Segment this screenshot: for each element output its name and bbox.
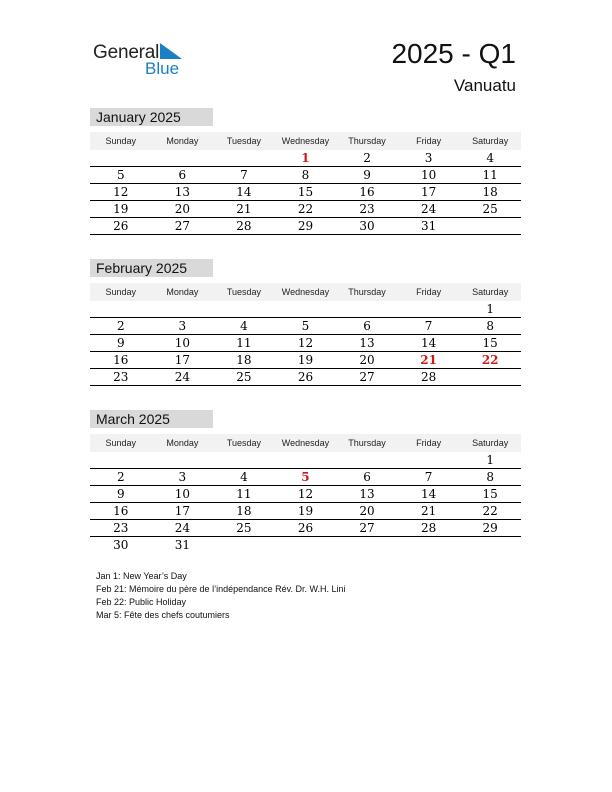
day-cell: 4 bbox=[459, 150, 521, 167]
day-cell: 21 bbox=[398, 503, 460, 520]
day-cell: 11 bbox=[213, 486, 275, 503]
day-cell: 9 bbox=[90, 335, 152, 352]
day-cell bbox=[152, 150, 214, 167]
holiday-notes bbox=[96, 570, 345, 622]
day-cell: 28 bbox=[398, 369, 460, 386]
week-row bbox=[90, 369, 521, 386]
day-cell: 8 bbox=[459, 318, 521, 335]
month-title: January 2025 bbox=[90, 108, 213, 126]
day-cell: 12 bbox=[275, 335, 337, 352]
day-cell bbox=[275, 537, 337, 554]
holiday-note: Jan 1: New Year’s Day bbox=[96, 571, 187, 581]
day-cell: 20 bbox=[336, 352, 398, 369]
month-march bbox=[90, 410, 521, 553]
day-cell: 7 bbox=[398, 469, 460, 486]
day-cell: 22 bbox=[275, 201, 337, 218]
day-cell bbox=[459, 537, 521, 554]
day-cell bbox=[398, 301, 460, 318]
weekday-header: Saturday bbox=[459, 283, 521, 301]
day-cell: 16 bbox=[90, 503, 152, 520]
day-cell: 22 bbox=[459, 503, 521, 520]
day-cell: 24 bbox=[152, 520, 214, 537]
day-cell: 27 bbox=[336, 520, 398, 537]
day-cell: 24 bbox=[152, 369, 214, 386]
day-cell: 2 bbox=[336, 150, 398, 167]
day-cell: 21 bbox=[213, 201, 275, 218]
logo-general-text: General bbox=[93, 42, 160, 63]
day-cell: 23 bbox=[90, 369, 152, 386]
day-cell: 5 bbox=[90, 167, 152, 184]
day-cell: 29 bbox=[459, 520, 521, 537]
day-cell: 3 bbox=[398, 150, 460, 167]
day-cell: 19 bbox=[275, 352, 337, 369]
day-cell: 21 bbox=[398, 352, 460, 369]
week-row bbox=[90, 503, 521, 520]
weekday-header: Monday bbox=[152, 283, 214, 301]
day-cell: 20 bbox=[152, 201, 214, 218]
day-cell bbox=[459, 218, 521, 235]
week-row bbox=[90, 520, 521, 537]
day-cell: 2 bbox=[90, 318, 152, 335]
day-cell: 16 bbox=[90, 352, 152, 369]
day-cell: 28 bbox=[213, 218, 275, 235]
day-cell bbox=[90, 452, 152, 469]
day-cell: 3 bbox=[152, 318, 214, 335]
day-cell: 15 bbox=[459, 486, 521, 503]
country-name: Vanuatu bbox=[453, 76, 516, 95]
day-cell: 18 bbox=[213, 503, 275, 520]
week-row bbox=[90, 150, 521, 167]
day-cell: 26 bbox=[275, 369, 337, 386]
weekday-header: Thursday bbox=[336, 283, 398, 301]
day-cell: 18 bbox=[213, 352, 275, 369]
day-cell: 24 bbox=[398, 201, 460, 218]
day-cell: 10 bbox=[152, 486, 214, 503]
week-row bbox=[90, 184, 521, 201]
day-cell: 13 bbox=[336, 486, 398, 503]
weekday-header: Tuesday bbox=[213, 434, 275, 452]
day-cell: 4 bbox=[213, 318, 275, 335]
day-cell: 27 bbox=[336, 369, 398, 386]
day-cell bbox=[459, 369, 521, 386]
day-cell: 4 bbox=[213, 469, 275, 486]
day-cell: 11 bbox=[459, 167, 521, 184]
day-cell bbox=[213, 537, 275, 554]
weekday-header: Wednesday bbox=[275, 434, 337, 452]
day-cell: 19 bbox=[90, 201, 152, 218]
calendar-grid bbox=[90, 132, 521, 235]
day-cell: 26 bbox=[90, 218, 152, 235]
week-row bbox=[90, 537, 521, 554]
day-cell: 5 bbox=[275, 318, 337, 335]
day-cell bbox=[152, 452, 214, 469]
week-row bbox=[90, 201, 521, 218]
holiday-note: Feb 22: Public Holiday bbox=[96, 597, 187, 607]
day-cell: 1 bbox=[459, 301, 521, 318]
brand-logo bbox=[93, 40, 193, 80]
day-cell: 14 bbox=[213, 184, 275, 201]
day-cell bbox=[90, 301, 152, 318]
day-cell: 13 bbox=[152, 184, 214, 201]
day-cell: 17 bbox=[152, 352, 214, 369]
day-cell: 3 bbox=[152, 469, 214, 486]
weekday-header: Tuesday bbox=[213, 283, 275, 301]
weekday-header: Wednesday bbox=[275, 132, 337, 150]
day-cell: 26 bbox=[275, 520, 337, 537]
day-cell bbox=[152, 301, 214, 318]
week-row bbox=[90, 452, 521, 469]
week-row bbox=[90, 318, 521, 335]
weekday-header: Monday bbox=[152, 434, 214, 452]
week-row bbox=[90, 486, 521, 503]
weekday-header: Monday bbox=[152, 132, 214, 150]
day-cell: 25 bbox=[213, 369, 275, 386]
day-cell: 9 bbox=[90, 486, 152, 503]
day-cell: 11 bbox=[213, 335, 275, 352]
week-row bbox=[90, 301, 521, 318]
day-cell: 7 bbox=[213, 167, 275, 184]
week-row bbox=[90, 352, 521, 369]
day-cell: 30 bbox=[113, 538, 129, 552]
day-cell: 23 bbox=[336, 201, 398, 218]
month-february bbox=[90, 259, 521, 386]
day-cell: 14 bbox=[398, 486, 460, 503]
day-cell: 12 bbox=[275, 486, 337, 503]
weekday-header: Friday bbox=[398, 434, 460, 452]
week-row bbox=[90, 335, 521, 352]
weekday-header: Saturday bbox=[459, 434, 521, 452]
day-cell: 12 bbox=[90, 184, 152, 201]
month-title: March 2025 bbox=[90, 410, 213, 428]
week-row bbox=[90, 218, 521, 235]
day-cell bbox=[275, 452, 337, 469]
day-cell: 15 bbox=[459, 335, 521, 352]
weekday-header: Thursday bbox=[336, 132, 398, 150]
day-cell bbox=[213, 452, 275, 469]
day-cell bbox=[213, 150, 275, 167]
weekday-header: Saturday bbox=[459, 132, 521, 150]
day-cell: 2 bbox=[90, 469, 152, 486]
weekday-header: Wednesday bbox=[275, 283, 337, 301]
day-cell: 10 bbox=[152, 335, 214, 352]
day-cell: 17 bbox=[152, 503, 214, 520]
day-cell: 31 bbox=[398, 218, 460, 235]
day-cell: 20 bbox=[336, 503, 398, 520]
weekday-header: Sunday bbox=[90, 434, 152, 452]
weekday-header: Sunday bbox=[90, 283, 152, 301]
weekday-header: Thursday bbox=[336, 434, 398, 452]
day-cell: 16 bbox=[336, 184, 398, 201]
holiday-note: Mar 5: Fête des chefs coutumiers bbox=[96, 610, 230, 620]
day-cell: 30 bbox=[336, 218, 398, 235]
day-cell: 9 bbox=[336, 167, 398, 184]
holiday-note: Feb 21: Mémoire du père de l’indépendance Rév. Dr. W.H. Lini bbox=[96, 584, 346, 594]
day-cell: 10 bbox=[398, 167, 460, 184]
weekday-header: Friday bbox=[398, 132, 460, 150]
day-cell: 27 bbox=[152, 218, 214, 235]
day-cell: 13 bbox=[336, 335, 398, 352]
day-cell bbox=[336, 537, 398, 554]
day-cell bbox=[90, 150, 152, 167]
week-row bbox=[90, 469, 521, 486]
day-cell: 25 bbox=[213, 520, 275, 537]
day-cell bbox=[398, 537, 460, 554]
day-cell: 31 bbox=[174, 538, 190, 552]
day-cell: 6 bbox=[336, 469, 398, 486]
day-cell: 25 bbox=[459, 201, 521, 218]
day-cell: 28 bbox=[398, 520, 460, 537]
weekday-header: Sunday bbox=[90, 132, 152, 150]
day-cell: 23 bbox=[90, 520, 152, 537]
day-cell: 14 bbox=[398, 335, 460, 352]
month-january bbox=[90, 108, 521, 235]
day-cell bbox=[398, 452, 460, 469]
day-cell bbox=[213, 301, 275, 318]
day-cell: 6 bbox=[152, 167, 214, 184]
day-cell: 1 bbox=[459, 452, 521, 469]
logo-blue-text: Blue bbox=[145, 59, 180, 78]
day-cell: 22 bbox=[459, 352, 521, 369]
day-cell: 6 bbox=[336, 318, 398, 335]
logo-triangle-icon bbox=[160, 43, 182, 59]
week-row bbox=[90, 167, 521, 184]
day-cell: 7 bbox=[398, 318, 460, 335]
day-cell: 15 bbox=[275, 184, 337, 201]
day-cell: 19 bbox=[275, 503, 337, 520]
calendar-grid bbox=[90, 434, 521, 553]
day-cell: 18 bbox=[459, 184, 521, 201]
day-cell bbox=[336, 301, 398, 318]
day-cell: 1 bbox=[275, 150, 337, 167]
calendar-grid bbox=[90, 283, 521, 386]
weekday-header: Friday bbox=[398, 283, 460, 301]
page-title: 2025 - Q1 bbox=[391, 38, 516, 69]
day-cell bbox=[336, 452, 398, 469]
day-cell: 5 bbox=[275, 469, 337, 486]
weekday-header: Tuesday bbox=[213, 132, 275, 150]
day-cell: 29 bbox=[275, 218, 337, 235]
month-title: February 2025 bbox=[90, 259, 213, 277]
day-cell bbox=[275, 301, 337, 318]
day-cell: 17 bbox=[398, 184, 460, 201]
day-cell: 8 bbox=[275, 167, 337, 184]
day-cell: 8 bbox=[459, 469, 521, 486]
